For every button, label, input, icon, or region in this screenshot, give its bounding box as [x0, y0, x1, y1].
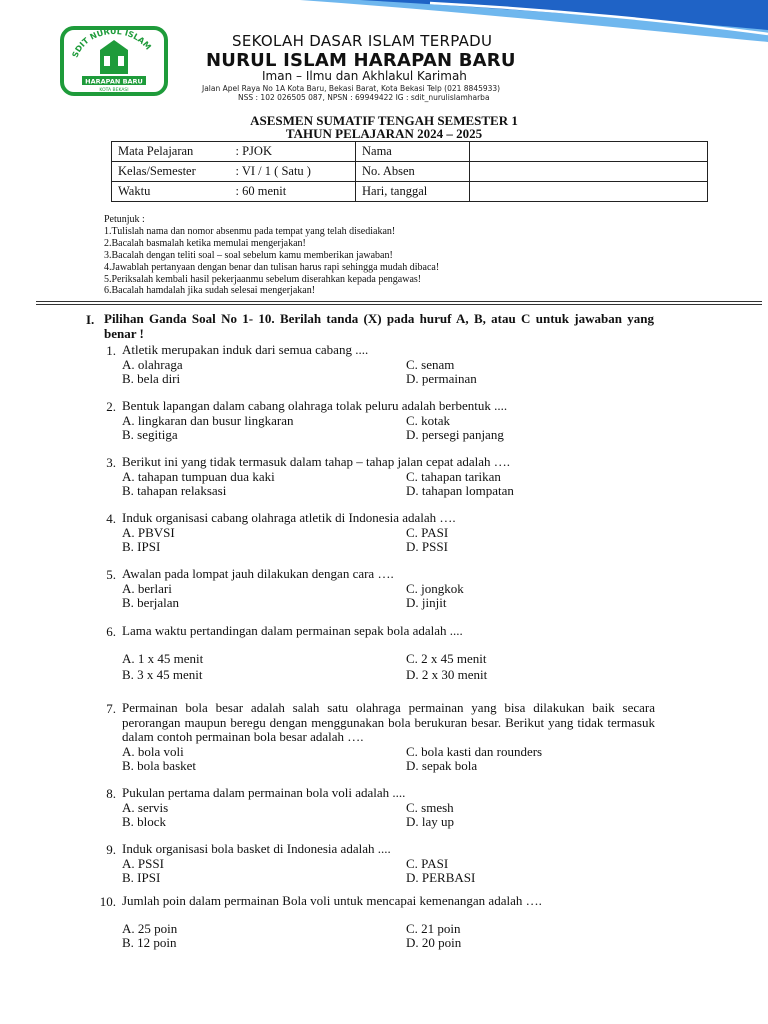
option-d[interactable]: D. PSSI	[406, 539, 448, 554]
instruction-item: 5.Periksalah kembali hasil pekerjaanmu sebelum diserahkan kepada pengawas!	[104, 273, 422, 285]
logo-banner-text: HARAPAN BARU	[85, 77, 143, 86]
option-b[interactable]: B. bola basket	[122, 758, 197, 773]
option-d[interactable]: D. persegi panjang	[406, 427, 504, 442]
option-a[interactable]: A. olahraga	[122, 357, 183, 372]
option-b[interactable]: B. block	[122, 814, 167, 829]
question-text: Awalan pada lompat jauh dilakukan dengan cara ….	[122, 566, 394, 581]
option-b[interactable]: B. tahapan relaksasi	[122, 483, 227, 498]
option-c[interactable]: C. PASI	[406, 856, 449, 871]
info-label: Waktu	[112, 182, 230, 202]
option-c[interactable]: C. smesh	[406, 800, 454, 815]
option-b[interactable]: B. IPSI	[122, 539, 161, 554]
logo-city-text: KOTA BEKASI	[99, 88, 129, 93]
option-a[interactable]: A. PBVSI	[122, 525, 175, 540]
info-label: Mata Pelajaran	[112, 142, 230, 162]
question-number: 7.	[106, 701, 116, 716]
instruction-item: 1.Tulislah nama dan nomor absenmu pada tempat yang telah disediakan!	[104, 225, 396, 237]
option-d[interactable]: D. tahapan lompatan	[406, 483, 514, 498]
exam-year: TAHUN PELAJARAN 2024 – 2025	[285, 126, 483, 141]
option-b[interactable]: B. 3 x 45 menit	[122, 667, 203, 682]
option-a[interactable]: A. berlari	[122, 581, 172, 596]
school-logo	[60, 26, 168, 96]
question-text: Berikut ini yang tidak termasuk dalam tahap – tahap jalan cepat adalah ….	[122, 454, 511, 469]
instruction-item: 3.Bacalah dengan teliti soal – soal sebelum kamu memberikan jawaban!	[104, 249, 393, 261]
section-instruction: Pilihan Ganda Soal No 1- 10. Berilah tanda (X) pada huruf A, B, atau C untuk jawaban yang benar !	[104, 311, 654, 341]
option-c[interactable]: C. PASI	[406, 525, 449, 540]
absence-number-field[interactable]	[470, 162, 708, 182]
option-c[interactable]: C. jongkok	[406, 581, 464, 596]
option-c[interactable]: C. bola kasti dan rounders	[406, 744, 543, 759]
option-d[interactable]: D. jinjit	[406, 595, 447, 610]
option-d[interactable]: D. 20 poin	[406, 935, 462, 950]
option-a[interactable]: A. 25 poin	[122, 921, 178, 936]
option-a[interactable]: A. tahapan tumpuan dua kaki	[122, 469, 275, 484]
school-address: Jalan Apel Raya No 1A Kota Baru, Bekasi Barat, Kota Bekasi Telp (021 8845933)	[202, 84, 501, 93]
info-row	[112, 162, 708, 182]
info-row	[112, 182, 708, 202]
option-b[interactable]: B. berjalan	[122, 595, 180, 610]
instruction-item: 6.Bacalah hamdalah jika sudah selesai mengerjakan!	[104, 285, 316, 297]
instructions	[104, 214, 439, 297]
question-text: Pukulan pertama dalam permainan bola voli adalah ....	[122, 785, 406, 800]
exam-title: ASESMEN SUMATIF TENGAH SEMESTER 1	[250, 113, 518, 128]
question-number: 9.	[106, 842, 116, 857]
option-b[interactable]: B. bela diri	[122, 371, 181, 386]
question-number: 5.	[106, 567, 116, 582]
option-d[interactable]: D. sepak bola	[406, 758, 478, 773]
option-b[interactable]: B. IPSI	[122, 870, 161, 885]
info-value: : 60 menit	[230, 182, 356, 202]
option-d[interactable]: D. lay up	[406, 814, 455, 829]
question-text: Bentuk lapangan dalam cabang olahraga tolak peluru adalah berbentuk ....	[122, 398, 508, 413]
option-a[interactable]: A. bola voli	[122, 744, 184, 759]
option-c[interactable]: C. tahapan tarikan	[406, 469, 501, 484]
divider-line	[36, 304, 762, 305]
section-number: I.	[86, 312, 95, 327]
instruction-item: 2.Bacalah basmalah ketika memulai mengerjakan!	[104, 237, 306, 249]
school-type: SEKOLAH DASAR ISLAM TERPADU	[232, 32, 493, 50]
option-a[interactable]: A. PSSI	[122, 856, 164, 871]
option-c[interactable]: C. 21 poin	[406, 921, 461, 936]
option-c[interactable]: C. kotak	[406, 413, 451, 428]
info-row	[112, 142, 708, 162]
option-b[interactable]: B. 12 poin	[122, 935, 177, 950]
school-motto: Iman – Ilmu dan Akhlakul Karimah	[262, 69, 467, 83]
logo-arc-text: SDIT NURUL ISLAM	[70, 26, 153, 59]
school-ids: NSS : 102 026505 087, NPSN : 69949422 IG : sdit_nurulislamharba	[238, 93, 490, 102]
info-label-2: Hari, tanggal	[356, 182, 470, 202]
question-number: 4.	[106, 511, 116, 526]
instruction-item: 4.Jawablah pertanyaan dengan benar dan tulisan harus rapi sehingga mudah dibaca!	[104, 261, 440, 273]
info-label-2: No. Absen	[356, 162, 470, 182]
question-text: Induk organisasi cabang olahraga atletik di Indonesia adalah ….	[122, 510, 456, 525]
info-label-2: Nama	[356, 142, 470, 162]
option-a[interactable]: A. servis	[122, 800, 169, 815]
question-text: Atletik merupakan induk dari semua cabang ....	[122, 342, 369, 357]
question-number: 8.	[106, 786, 116, 801]
question-number: 2.	[106, 399, 116, 414]
option-b[interactable]: B. segitiga	[122, 427, 178, 442]
option-c[interactable]: C. senam	[406, 357, 455, 372]
name-field[interactable]	[470, 142, 708, 162]
question-text: Induk organisasi bola basket di Indonesia adalah ....	[122, 841, 391, 856]
student-info-table	[111, 141, 708, 202]
option-d[interactable]: D. permainan	[406, 371, 477, 386]
question-number: 10.	[99, 894, 116, 909]
instructions-heading: Petunjuk :	[104, 214, 145, 225]
date-field[interactable]	[470, 182, 708, 202]
option-a[interactable]: A. 1 x 45 menit	[122, 651, 204, 666]
question-number: 6.	[106, 624, 116, 639]
option-a[interactable]: A. lingkaran dan busur lingkaran	[122, 413, 294, 428]
divider-line	[36, 301, 762, 302]
question-number: 3.	[106, 455, 116, 470]
option-c[interactable]: C. 2 x 45 menit	[406, 651, 487, 666]
question-number: 1.	[106, 343, 116, 358]
option-d[interactable]: D. 2 x 30 menit	[406, 667, 488, 682]
info-value: : VI / 1 ( Satu )	[230, 162, 356, 182]
option-d[interactable]: D. PERBASI	[406, 870, 476, 885]
question-text: Permainan bola besar adalah salah satu olahraga permainan yang bisa dilakukan baik secara perorangan maupun beregu dengan menggunakan bola berukuran besar. Berikut yang tidak termasuk dalam contoh permainan bola besar adalah ….	[122, 700, 655, 744]
question-text: Jumlah poin dalam permainan Bola voli untuk mencapai kemenangan adalah ….	[122, 893, 542, 908]
info-label: Kelas/Semester	[112, 162, 230, 182]
question-text: Lama waktu pertandingan dalam permainan sepak bola adalah ....	[122, 623, 463, 638]
info-value: : PJOK	[230, 142, 356, 162]
school-name: NURUL ISLAM HARAPAN BARU	[206, 50, 516, 71]
